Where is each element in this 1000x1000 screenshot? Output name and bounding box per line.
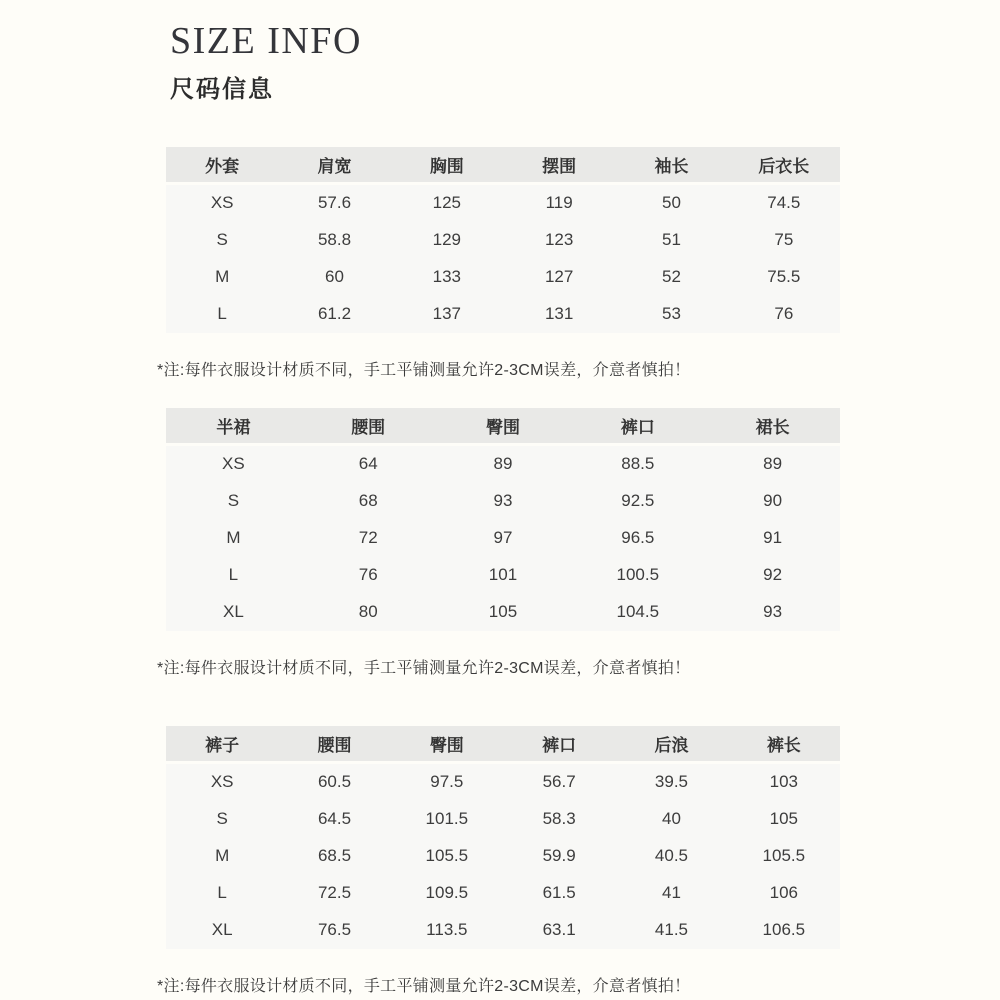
measurement-column-header: 后衣长 [728, 147, 840, 185]
measurement-cell: 105 [488, 602, 518, 622]
measurement-column-header: 裤口 [503, 726, 615, 764]
size-label-cell: M [226, 528, 241, 548]
table-row [166, 764, 840, 801]
measurement-column-header: 肩宽 [278, 147, 390, 185]
size-label-cell: XS [210, 193, 234, 213]
table-row [166, 185, 840, 222]
measurement-cell: 109.5 [425, 883, 469, 903]
measurement-cell: 125 [432, 193, 461, 213]
size-label-cell: XS [222, 454, 245, 474]
measurement-cell: 40 [662, 809, 681, 829]
page-subtitle: 尺码信息 [170, 75, 274, 103]
measurement-cell: 61.5 [542, 883, 576, 903]
table-row [166, 875, 840, 912]
measurement-cell: 58.8 [317, 230, 352, 250]
table-row [166, 557, 840, 594]
measurement-cell: 105.5 [425, 846, 469, 866]
measurement-cell: 57.6 [317, 193, 352, 213]
measurement-cell: 60 [325, 267, 344, 287]
table-row [166, 296, 840, 333]
measurement-cell: 60.5 [317, 772, 352, 792]
measurement-column-header: 袖长 [615, 147, 727, 185]
measurement-cell: 97.5 [430, 772, 464, 792]
measurement-cell: 101 [488, 565, 518, 585]
size-section-skirt [0, 408, 1000, 678]
size-section-outerwear [0, 147, 1000, 380]
measurement-cell: 131 [544, 304, 574, 324]
size-label-cell: XS [210, 772, 234, 792]
measurement-cell: 106.5 [762, 920, 806, 940]
measurement-column-header: 腰围 [301, 408, 436, 446]
measurement-cell: 39.5 [654, 772, 689, 792]
measurement-cell: 90 [763, 491, 783, 511]
measurement-cell: 68 [358, 491, 378, 511]
measurement-cell: 106 [769, 883, 798, 903]
table-row [166, 594, 840, 631]
measurement-cell: 137 [432, 304, 461, 324]
measurement-cell: 127 [544, 267, 574, 287]
measurement-column-header: 裙长 [705, 408, 840, 446]
measurement-cell: 105 [769, 809, 798, 829]
measurement-cell: 129 [432, 230, 461, 250]
measurement-cell: 53 [662, 304, 681, 324]
measurement-cell: 61.2 [317, 304, 352, 324]
page-header [170, 0, 1000, 104]
measurement-cell: 58.3 [542, 809, 576, 829]
size-label-cell: XL [211, 920, 233, 940]
header-row [166, 726, 840, 764]
measurement-column-header: 裤长 [728, 726, 840, 764]
measurement-cell: 119 [545, 193, 573, 213]
measurement-cell: 89 [493, 454, 513, 474]
table-row [166, 801, 840, 838]
size-label-cell: M [215, 267, 230, 287]
page-title: SIZE INFO [170, 20, 362, 62]
measurement-cell: 97 [493, 528, 513, 548]
measurement-cell: 63.1 [542, 920, 576, 940]
measurement-cell: 100.5 [616, 565, 660, 585]
measurement-cell: 64 [358, 454, 378, 474]
measurement-cell: 76.5 [317, 920, 352, 940]
measurement-cell: 56.7 [542, 772, 576, 792]
size-label-cell: L [228, 565, 239, 585]
size-label-cell: S [216, 809, 228, 829]
garment-name-header: 外套 [166, 147, 278, 185]
size-section-pants [0, 726, 1000, 996]
measurement-cell: 80 [358, 602, 378, 622]
measurement-cell: 72 [358, 528, 378, 548]
size-label-cell: S [216, 230, 228, 250]
measurement-cell: 104.5 [616, 602, 660, 622]
measurement-cell: 72.5 [317, 883, 352, 903]
size-label-cell: L [217, 883, 227, 903]
measurement-cell: 133 [432, 267, 461, 287]
measurement-cell: 75 [774, 230, 794, 250]
header-row [166, 147, 840, 185]
header-row [166, 408, 840, 446]
table-row [166, 259, 840, 296]
table-row [166, 838, 840, 875]
measurement-cell: 113.5 [426, 920, 468, 940]
measurement-column-header: 胸围 [391, 147, 503, 185]
measurement-cell: 51 [662, 230, 681, 250]
measurement-cell: 88.5 [621, 454, 655, 474]
garment-name-header: 裤子 [166, 726, 278, 764]
measurement-cell: 41.5 [654, 920, 689, 940]
measurement-cell: 93 [493, 491, 513, 511]
measurement-cell: 52 [662, 267, 681, 287]
measurement-cell: 64.5 [317, 809, 352, 829]
measurement-cell: 103 [769, 772, 798, 792]
measurement-cell: 76 [774, 304, 794, 324]
measurement-cell: 68.5 [317, 846, 352, 866]
measurement-cell: 92.5 [621, 491, 655, 511]
measurement-cell: 96.5 [621, 528, 655, 548]
measurement-note: *注:每件衣服设计材质不同，手工平铺测量允许2-3CM误差，介意者慎拍！ [157, 659, 691, 677]
measurement-cell: 74.5 [767, 193, 801, 213]
measurement-cell: 76 [358, 565, 378, 585]
garment-name-header: 半裙 [166, 408, 301, 446]
measurement-cell: 59.9 [542, 846, 576, 866]
measurement-cell: 123 [544, 230, 574, 250]
measurement-cell: 75.5 [767, 267, 801, 287]
measurement-cell: 101.5 [425, 809, 469, 829]
measurement-cell: 91 [763, 528, 783, 548]
measurement-cell: 92 [763, 565, 783, 585]
table-row [166, 222, 840, 259]
measurement-column-header: 臀围 [391, 726, 503, 764]
table-row [166, 520, 840, 557]
measurement-note: *注:每件衣服设计材质不同，手工平铺测量允许2-3CM误差，介意者慎拍！ [157, 977, 691, 995]
measurement-column-header: 后浪 [615, 726, 727, 764]
size-label-cell: M [215, 846, 230, 866]
measurement-cell: 89 [763, 454, 783, 474]
table-row [166, 446, 840, 483]
measurement-cell: 40.5 [654, 846, 689, 866]
measurement-note: *注:每件衣服设计材质不同，手工平铺测量允许2-3CM误差，介意者慎拍！ [157, 361, 691, 379]
size-table-outerwear [166, 147, 840, 333]
size-table-skirt [166, 408, 840, 631]
measurement-cell: 105.5 [762, 846, 806, 866]
measurement-cell: 93 [763, 602, 783, 622]
measurement-cell: 50 [662, 193, 681, 213]
size-label-cell: S [227, 491, 240, 511]
measurement-column-header: 臀围 [436, 408, 571, 446]
size-table-pants [166, 726, 840, 949]
measurement-column-header: 裤口 [570, 408, 705, 446]
size-label-cell: XL [223, 602, 244, 622]
size-label-cell: L [217, 304, 227, 324]
measurement-column-header: 摆围 [503, 147, 615, 185]
table-row [166, 483, 840, 520]
measurement-column-header: 腰围 [278, 726, 390, 764]
table-row [166, 912, 840, 949]
measurement-cell: 41 [662, 883, 681, 903]
